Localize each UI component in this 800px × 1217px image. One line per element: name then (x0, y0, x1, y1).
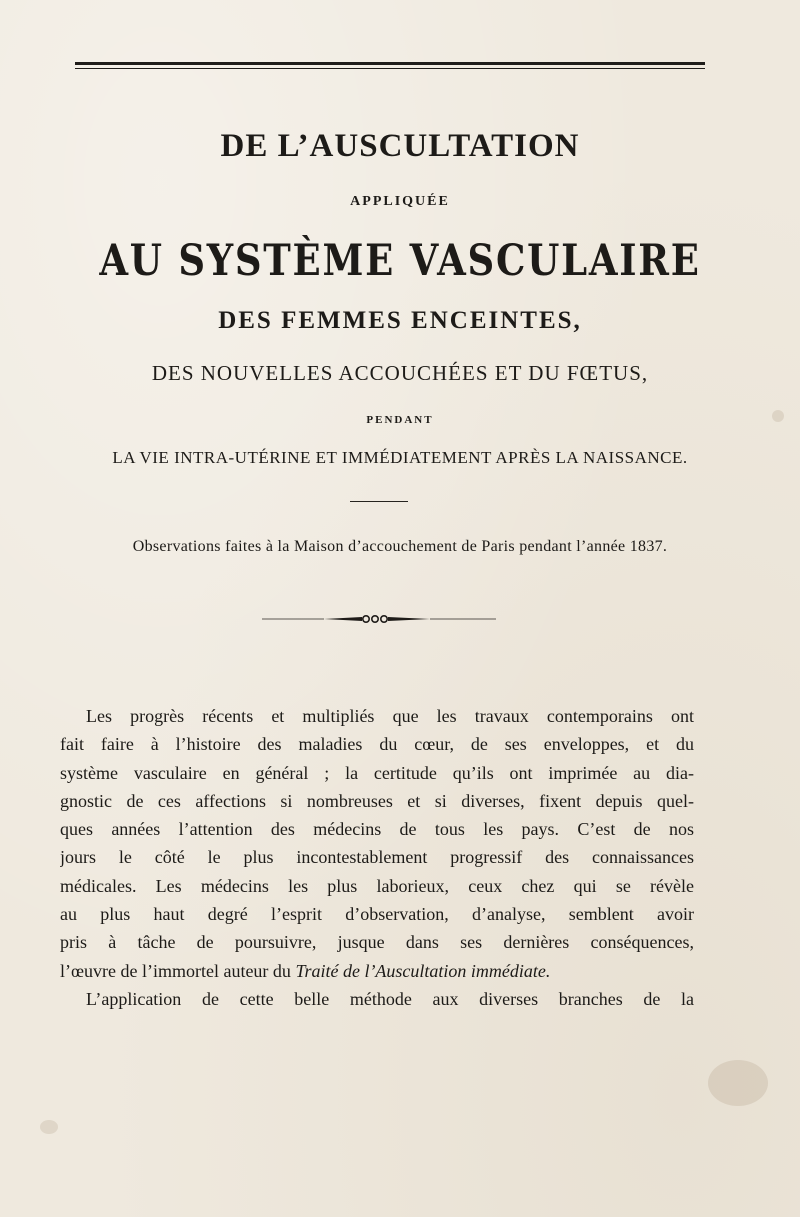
title-line-7: LA VIE INTRA-UTÉRINE ET IMMÉDIATEMENT APRÈS LA NAISSANCE. (112, 448, 688, 467)
body-line: ques années l’attention des médecins de tous les pays. C’est de nos (60, 819, 694, 840)
short-divider-rule (350, 501, 408, 502)
top-rule-thick (75, 62, 705, 65)
body-line: fait faire à l’histoire des maladies du cœur, de ses enveloppes, et du (60, 734, 694, 755)
body-line: médicales. Les médecins les plus laborieux, ceux chez qui se révèle (60, 875, 694, 896)
book-title-italic: Traité de l’Auscultation immédiate. (295, 960, 551, 981)
body-line: pris à tâche de poursuivre, jusque dans ses dernières conséquences, (60, 932, 694, 953)
title-line-5: DES NOUVELLES ACCOUCHÉES ET DU FŒTUS, (151, 361, 649, 385)
body-line (60, 957, 694, 985)
body-line-text: l’œuvre de l’immortel auteur du (60, 960, 296, 981)
body-line: au plus haut degré l’esprit d’observation, d’analyse, semblent avoir (60, 904, 694, 925)
body-line: L’application de cette belle méthode aux diverses branches de la (86, 988, 694, 1009)
paper-stain (772, 410, 784, 422)
body-line: système vasculaire en général ; la certitude qu’ils ont imprimée au dia- (60, 762, 694, 783)
body-paragraph (60, 702, 694, 1013)
title-line-3: AU SYSTÈME VASCULAIRE (99, 236, 701, 286)
observations-subtitle: Observations faites à la Maison d’accouchement de Paris pendant l’année 1837. (132, 538, 668, 555)
top-rule-thin (75, 68, 705, 69)
paper-stain (708, 1060, 768, 1106)
title-line-2: APPLIQUÉE (350, 194, 450, 209)
ornament-divider (262, 612, 496, 626)
body-line: jours le côté le plus incontestablement progressif des connaissances (60, 847, 694, 868)
title-line-1: DE L’AUSCULTATION (220, 128, 580, 164)
title-line-6: PENDANT (366, 414, 434, 426)
paper-stain (40, 1120, 58, 1134)
body-line: Les progrès récents et multipliés que les travaux contemporains ont (86, 706, 694, 726)
top-double-rule (75, 62, 705, 72)
body-line: gnostic de ces affections si nombreuses et si diverses, fixent depuis quel- (60, 790, 694, 811)
title-line-4: DES FEMMES ENCEINTES, (218, 307, 582, 334)
